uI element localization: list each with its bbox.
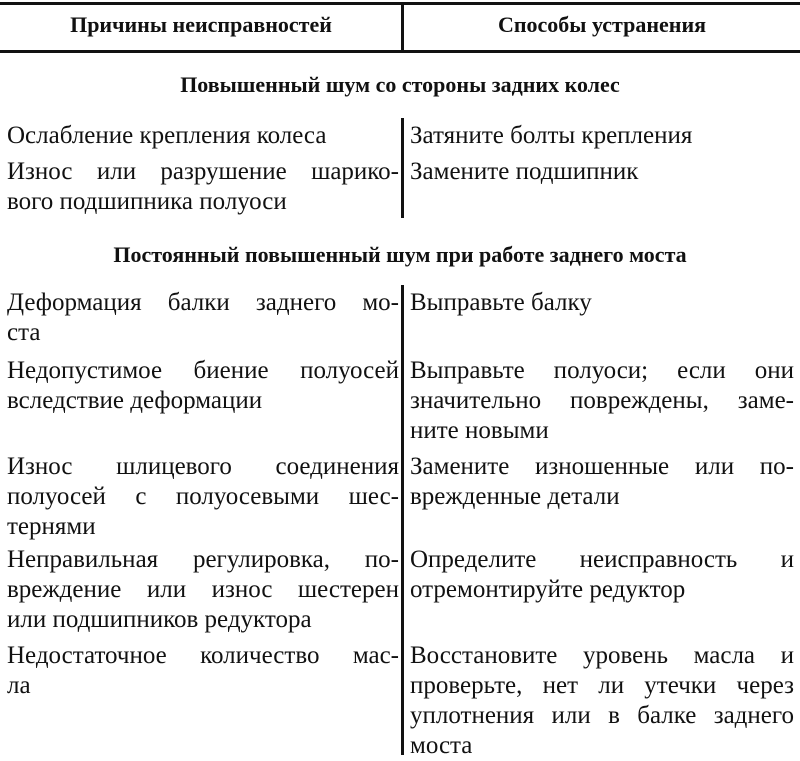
cause-text: полуосей с полуосевыми шес-: [7, 483, 399, 510]
header-divider: [401, 2, 404, 52]
remedy-text: значительно повреждены, заме-: [410, 387, 794, 414]
cause-text: ла: [7, 672, 31, 699]
remedy-cell: [410, 288, 794, 318]
cause-text: или подшипников редуктора: [7, 606, 312, 633]
cause-text: Недопустимое биение полуосей: [7, 357, 399, 384]
cause-cell: [7, 356, 399, 416]
remedy-text: Замените изношенные или по-: [410, 453, 794, 480]
cause-cell: [7, 121, 399, 151]
cause-text: Износ шлицевого соединения: [7, 453, 399, 480]
cause-text: Ослабление крепления колеса: [7, 122, 327, 149]
remedy-cell: [410, 641, 794, 761]
header-bottom-rule: [0, 50, 800, 53]
cause-text: вреждение или износ шестерен: [7, 576, 399, 603]
cause-cell: [7, 288, 399, 348]
remedy-text: Выправьте балку: [410, 289, 592, 316]
column-divider: [401, 285, 404, 755]
remedy-cell: [410, 545, 794, 605]
cause-cell: [7, 641, 399, 701]
column-divider: [401, 118, 404, 218]
remedy-cell: [410, 121, 794, 151]
section-title-rear-wheel-noise: Повышенный шум со стороны задних колес: [180, 72, 620, 97]
remedy-cell: [410, 356, 794, 446]
cause-cell: [7, 157, 399, 217]
remedy-text: ните новыми: [410, 417, 549, 444]
cause-cell: [7, 452, 399, 542]
remedy-text: врежденные детали: [410, 483, 620, 510]
cause-text: Износ или разрушение шарико-: [7, 158, 399, 185]
cause-text: тернями: [7, 513, 96, 540]
remedy-text: Восстановите уровень масла и: [410, 642, 794, 669]
cause-text: вследствие деформации: [7, 387, 263, 414]
remedy-text: проверьте, нет ли утечки через: [410, 672, 794, 699]
cause-text: вого подшипника полуоси: [7, 188, 287, 215]
cause-text: Деформация балки заднего мо-: [7, 289, 399, 316]
header-remedies: Способы устранения: [497, 12, 707, 37]
remedy-text: Выправьте полуоси; если они: [410, 357, 794, 384]
remedy-cell: [410, 452, 794, 512]
cause-cell: [7, 545, 399, 635]
cause-text: ста: [7, 319, 41, 346]
remedy-cell: [410, 157, 794, 187]
remedy-text: Определите неисправность и: [410, 546, 794, 573]
remedy-text: Затяните болты крепления: [410, 122, 693, 149]
cause-text: Недостаточное количество мас-: [7, 642, 399, 669]
section-title-constant-axle-noise: Постоянный повышенный шум при работе заднего моста: [113, 242, 687, 267]
remedy-text: моста: [410, 732, 473, 759]
cause-text: Неправильная регулировка, по-: [7, 546, 399, 573]
header-causes: Причины неисправностей: [70, 12, 332, 37]
remedy-text: уплотнения или в балке заднего: [410, 702, 794, 729]
remedy-text: Замените подшипник: [410, 158, 639, 185]
remedy-text: отремонтируйте редуктор: [410, 576, 686, 603]
